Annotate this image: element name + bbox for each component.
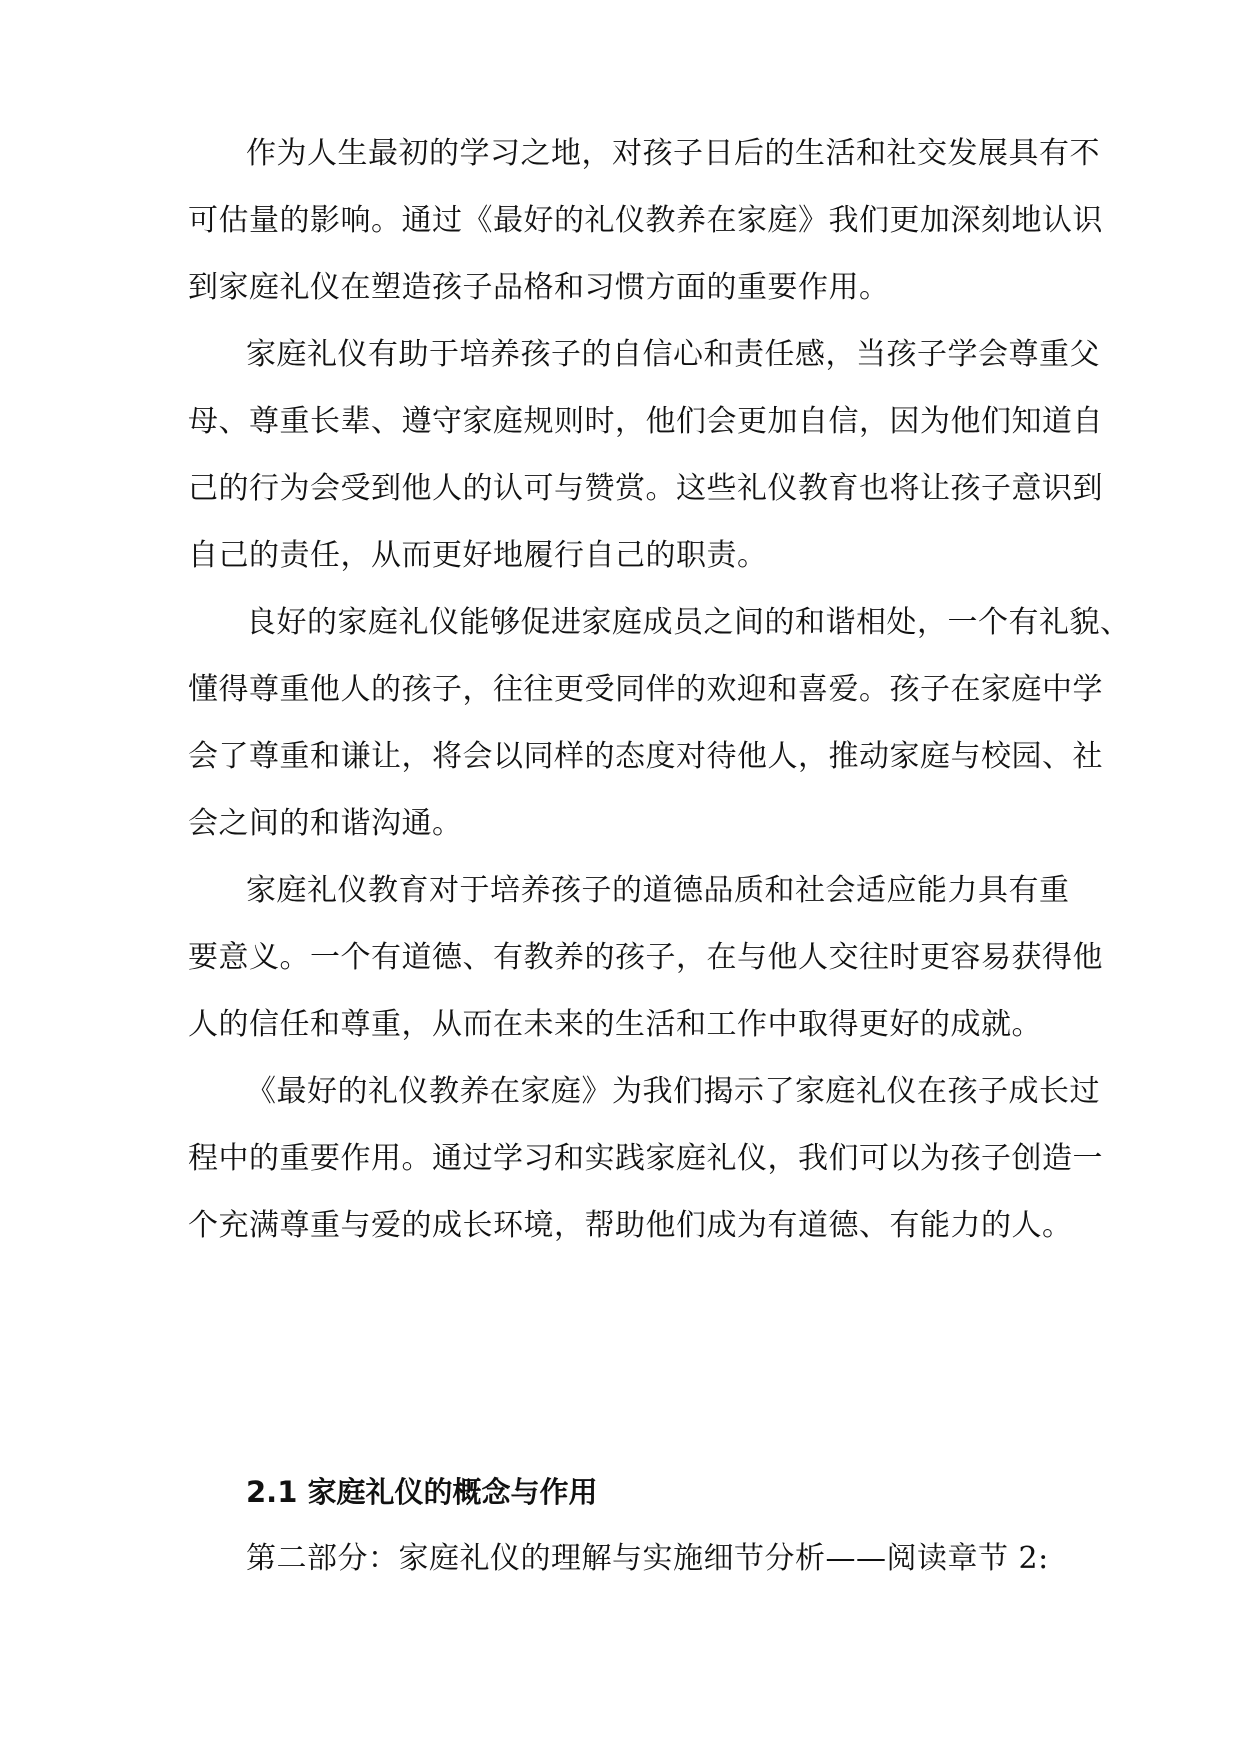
paragraph-5-line-3: 个充满尊重与爱的成长环境，帮助他们成为有道德、有能力的人。 xyxy=(188,1208,1073,1243)
paragraph-1-line-2: 可估量的影响。通过《最好的礼仪教养在家庭》我们更加深刻地认识 xyxy=(188,203,1103,238)
section-intro: 第二部分：家庭礼仪的理解与实施细节分析——阅读章节 2: xyxy=(246,1541,1049,1576)
paragraph-2-line-2: 母、尊重长辈、遵守家庭规则时，他们会更加自信，因为他们知道自 xyxy=(188,404,1103,439)
paragraph-4-line-1: 家庭礼仪教育对于培养孩子的道德品质和社会适应能力具有重 xyxy=(246,873,1070,908)
paragraph-3-line-3: 会了尊重和谦让，将会以同样的态度对待他人，推动家庭与校园、社 xyxy=(188,739,1103,774)
paragraph-4-line-3: 人的信任和尊重，从而在未来的生活和工作中取得更好的成就。 xyxy=(188,1007,1042,1042)
paragraph-1-line-1: 作为人生最初的学习之地，对孩子日后的生活和社交发展具有不 xyxy=(246,136,1100,171)
paragraph-3-line-4: 会之间的和谐沟通。 xyxy=(188,806,463,841)
paragraph-4-line-2: 要意义。一个有道德、有教养的孩子，在与他人交往时更容易获得他 xyxy=(188,940,1103,975)
paragraph-5-line-1: 《最好的礼仪教养在家庭》为我们揭示了家庭礼仪在孩子成长过 xyxy=(246,1074,1100,1109)
paragraph-3-line-1: 良好的家庭礼仪能够促进家庭成员之间的和谐相处，一个有礼貌、 xyxy=(246,605,1131,640)
paragraph-5-line-2: 程中的重要作用。通过学习和实践家庭礼仪，我们可以为孩子创造一 xyxy=(188,1141,1103,1176)
paragraph-3-line-2: 懂得尊重他人的孩子，往往更受同伴的欢迎和喜爱。孩子在家庭中学 xyxy=(188,672,1103,707)
paragraph-2-line-1: 家庭礼仪有助于培养孩子的自信心和责任感，当孩子学会尊重父 xyxy=(246,337,1100,372)
paragraph-2-line-4: 自己的责任，从而更好地履行自己的职责。 xyxy=(188,538,768,573)
paragraph-1-line-3: 到家庭礼仪在塑造孩子品格和习惯方面的重要作用。 xyxy=(188,270,890,305)
paragraph-2-line-3: 己的行为会受到他人的认可与赞赏。这些礼仪教育也将让孩子意识到 xyxy=(188,471,1103,506)
section-heading: 2.1 家庭礼仪的概念与作用 xyxy=(246,1475,598,1509)
